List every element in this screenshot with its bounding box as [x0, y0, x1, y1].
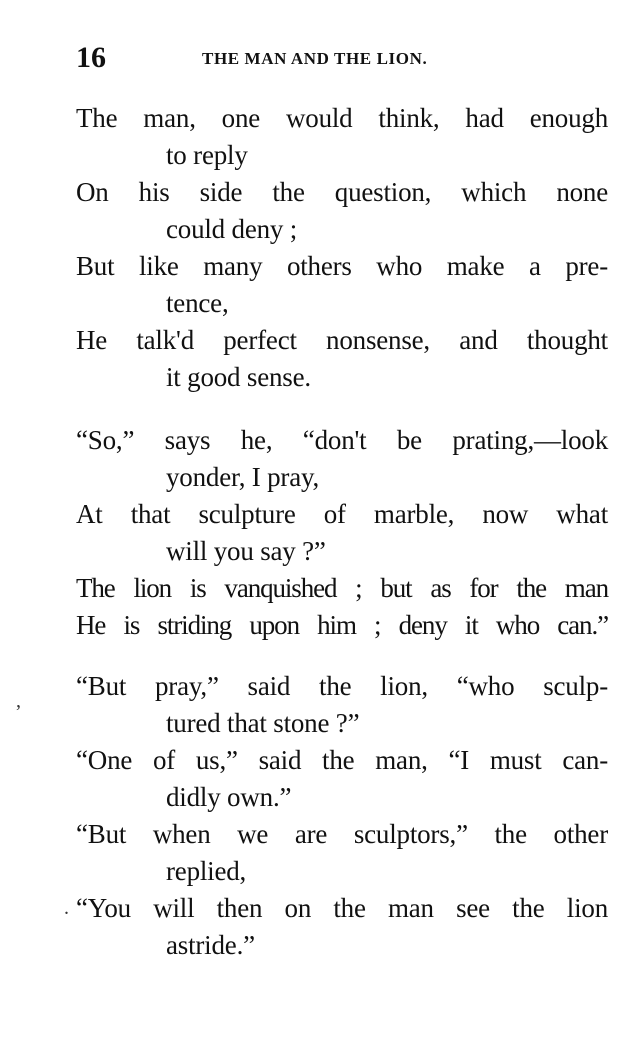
page-number: 16 — [76, 41, 106, 74]
verse-line: At that sculpture of marble, now what will you say ?” — [76, 499, 608, 566]
stanza-3 — [76, 668, 608, 964]
stray-ink-mark: , — [16, 690, 21, 712]
verse-line: On his side the question, which none could deny ; — [76, 177, 608, 244]
running-head: THE MAN AND THE LION. — [202, 49, 428, 68]
verse-line: He is striding upon him ; deny it who can.” — [76, 610, 608, 640]
verse-line: “So,” says he, “don't be prating,—look yonder, I pray, — [76, 425, 608, 492]
stanza-1 — [76, 100, 608, 396]
verse-line: “But when we are sculptors,” the other replied, — [76, 819, 608, 886]
verse-line: The man, one would think, had enough to reply — [76, 103, 608, 170]
verse-line: He talk'd perfect nonsense, and thought it good sense. — [76, 325, 608, 392]
stray-ink-mark: . — [64, 897, 69, 919]
verse-line: “But pray,” said the lion, “who sculp- tured that stone ?” — [76, 671, 608, 738]
verse-line: “You will then on the man see the lion astride.” — [76, 893, 608, 960]
verse-line: But like many others who make a pre- tence, — [76, 251, 608, 318]
verse-line: “One of us,” said the man, “I must can- didly own.” — [76, 745, 608, 812]
stanza-2 — [76, 422, 608, 644]
page-header — [76, 40, 606, 76]
verse-line: The lion is vanquished ; but as for the man — [76, 573, 608, 603]
